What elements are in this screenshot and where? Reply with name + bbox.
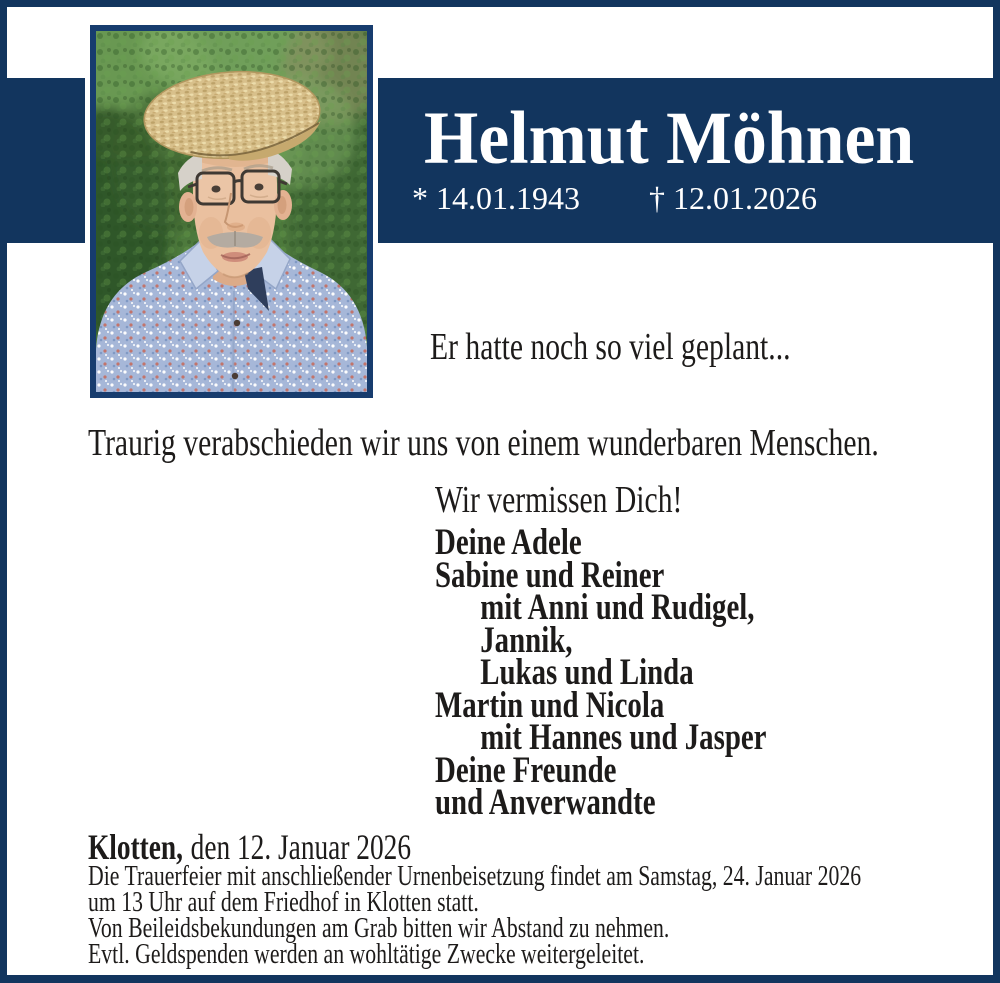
date-text: den 12. Januar 2026 [190,827,411,867]
mourner-line: Martin und Nicola [435,684,665,726]
page-border-bottom [0,975,1000,983]
farewell-line: Traurig verabschieden wir uns von einem wunderbaren Menschen. [88,422,879,464]
funeral-line: Von Beileidsbekundungen am Grab bitten wir Abstand zu nehmen. [88,912,670,944]
funeral-line: um 13 Uhr auf dem Friedhof in Klotten statt. [88,886,479,918]
life-dates [412,182,817,214]
mourner-line: und Anverwandte [435,782,656,823]
mourner-line: mit Anni und Rudigel, [480,587,755,628]
mourner-line: Jannik, [480,619,573,661]
funeral-info [88,860,862,970]
funeral-line: Evtl. Geldspenden werden an wohltätige Zwecke weitergeleitet. [88,938,645,970]
deceased-name: Helmut Möhnen [424,97,915,180]
mourner-line: Deine Adele [435,522,582,563]
death-date: † 12.01.2026 [649,180,817,216]
page-border-right [993,0,1000,983]
mourner-line: mit Hannes und Jasper [480,717,767,758]
mourner-line: Sabine und Reiner [435,554,665,596]
mourner-line: Lukas und Linda [480,652,694,693]
birth-date: * 14.01.1943 [412,180,580,216]
mourner-line: Deine Freunde [435,749,617,791]
missing-line: Wir vermissen Dich! [435,479,683,521]
funeral-line: Die Trauerfeier mit anschließender Urnenbeisetzung findet am Samstag, 24. Januar 2026 [88,860,862,892]
portrait-photo-image [96,31,367,392]
page-border-top [0,0,1000,7]
page-border-left [0,0,7,983]
mourners-list [435,522,767,823]
place-name: Klotten, [88,827,183,867]
portrait-photo-border [90,25,373,398]
quote-line: Er hatte noch so viel geplant... [430,326,791,368]
portrait-photo [85,20,378,403]
